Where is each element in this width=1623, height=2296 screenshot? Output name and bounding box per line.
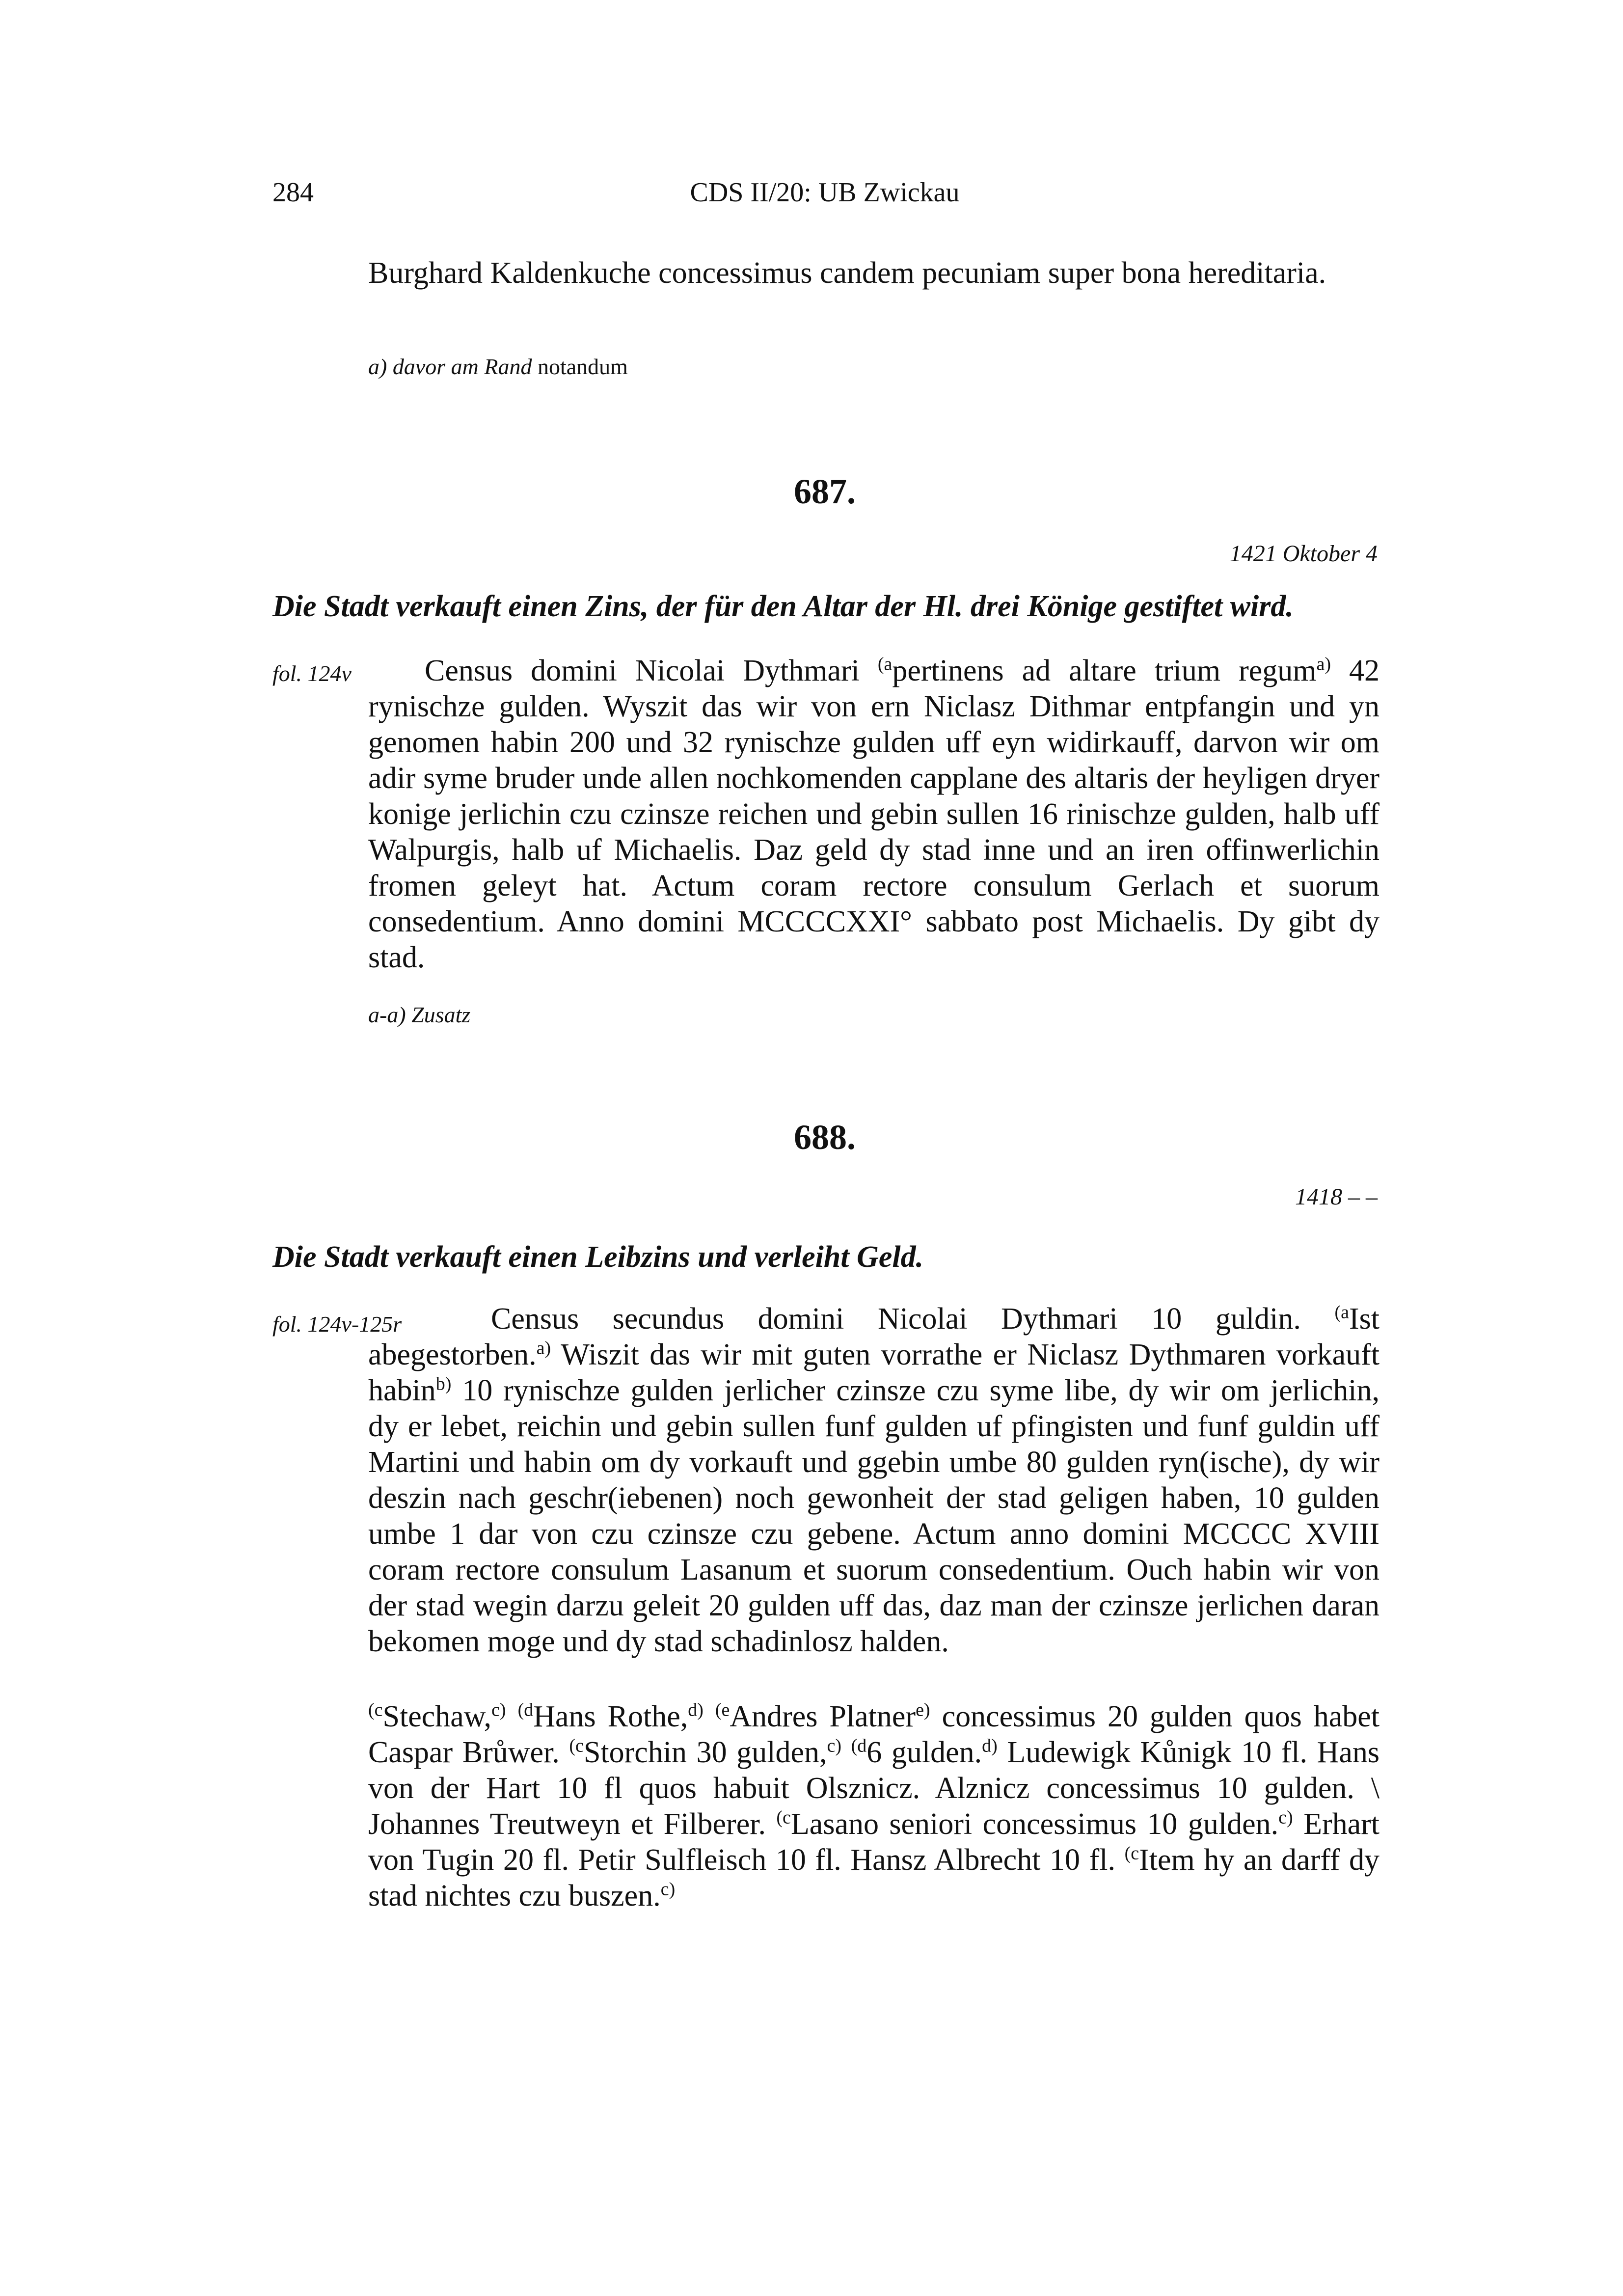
entry-number-687: 687.: [794, 472, 856, 511]
text-run: [703, 1700, 715, 1733]
footnote-marker: c): [827, 1735, 842, 1756]
footnote-marker: b): [435, 1373, 452, 1394]
previous-entry-text: Burghard Kaldenkuche concessimus candem pecuniam super bona hereditaria.: [368, 256, 1326, 290]
footnote-marker: c): [491, 1699, 506, 1721]
entry-688-lender-list: [368, 1699, 1380, 1914]
text-run: Andres Platner: [730, 1700, 916, 1733]
text-run: Storchin 30 gulden,: [583, 1736, 827, 1769]
footnote-marker: a): [536, 1338, 551, 1359]
footnote-marker: e): [916, 1699, 930, 1721]
text-run: Stechaw,: [382, 1700, 492, 1733]
footnote-marker: (c: [1124, 1843, 1139, 1864]
footnote-marker: a): [1316, 654, 1331, 675]
running-head: [272, 177, 1377, 216]
text-run: Item hy an darff dy stad nichtes czu buszen.: [368, 1843, 1380, 1913]
folio-688: fol. 124v-125r: [272, 1312, 402, 1337]
text-run: [506, 1700, 518, 1733]
entry-date-688: 1418 – –: [1295, 1184, 1378, 1210]
text-run: [841, 1736, 851, 1769]
folio-687: fol. 124v: [272, 661, 352, 686]
footnote-marker: d): [688, 1699, 703, 1721]
footnote-marker: (c: [368, 1699, 383, 1721]
footnote-text: notandum: [537, 354, 628, 379]
text-run: Erhart von Tugin 20 fl. Petir Sulfleisch 10 fl. Hansz Albrecht 10 fl.: [368, 1807, 1380, 1877]
entry-text-688: Census secundus domini Nicolai Dythmari 10 guldin. $^{(a}$Ist abegestorben.$^{a)}$ Wiszit das wir mit guten vorrathe er Niclasz Dythmaren vorkauft habin$^{b)}$ 10 rynischze gulden jerlicher czinsze czu syme libe, dy wir om jerlichin, dy er lebet, reichin und gebin sullen funf gulden uf pfingisten und funf guldin uff Martini und habin om dy vorkauft und ggebin umbe 80 gulden ryn(ische), dy wir deszin nach geschr(iebenen) noch gewonheit der stad geligen haben, 10 gulden umbe 1 dar von czu czinsze czu gebene. Actum anno domini MCCCC XVIII coram rectore consulum Lasanum et suorum consedentium. Ouch habin wir von der stad wegin darzu geleit 20 gulden uff das, daz man der czinsze jerlichen daran bekomen moge und dy stad schadinlosz halden.: [368, 1302, 1380, 1658]
text-run: Ludewigk Kůnigk 10 fl. Hans von der Hart 10 fl quos habuit Olsznicz. Alznicz concessimus 10 gulden. \ Johannes Treutweyn et Filberer.: [368, 1736, 1380, 1841]
footnote-marker: c): [1278, 1807, 1293, 1828]
regest-688: Die Stadt verkauft einen Leibzins und verleiht Geld.: [272, 1240, 924, 1274]
footnote-marker: (d: [517, 1699, 534, 1721]
running-title: CDS II/20: UB Zwickau: [690, 177, 960, 208]
entry-text-687: Census domini Nicolai Dythmari $^{(a}$pertinens ad altare trium regum$^{a)}$ 42 rynischze gulden. Wyszit das wir von ern Niclasz Dithmar entpfangin und yn genomen habin 200 und 32 rynischze gulden uff eyn widirkauff, darvon wir om adir syme bruder unde allen nochkomenden capplane des altaris der heyligen dryer konige jerlichin czu czinsze reichen und gebin sullen 16 rinischze gulden, halb uff Walpurgis, halb uf Michaelis. Daz geld dy stad inne und an iren offinwerlichin fromen geleyt hat. Actum coram rectore consulum Gerlach et suorum consedentium. Anno domini MCCCCXXI° sabbato post Michaelis. Dy gibt dy stad.: [368, 654, 1380, 974]
footnote-marker: (d: [851, 1735, 867, 1756]
footnote-marker: (c: [776, 1807, 791, 1828]
footnote-marker: (a: [877, 654, 893, 675]
entry-number-688: 688.: [794, 1118, 856, 1157]
text-run: Hans Rothe,: [533, 1700, 688, 1733]
footnote-marker: c): [660, 1879, 676, 1900]
text-run: 6 gulden.: [866, 1736, 982, 1769]
text-run: Lasano seniori concessimus 10 gulden.: [790, 1807, 1279, 1841]
footnote-marker: (a: [1334, 1302, 1349, 1323]
entry-footnote-687: a-a) Zusatz: [368, 1002, 471, 1027]
text-run: concessimus 20 gulden quos habet Caspar Brůwer.: [368, 1700, 1380, 1769]
regest-687: Die Stadt verkauft einen Zins, der für den Altar der Hl. drei Könige gestiftet wird.: [272, 590, 1294, 623]
previous-entry-footnote: [368, 354, 628, 380]
footnote-label: a) davor am Rand: [368, 354, 532, 379]
entry-date-687: 1421 Oktober 4: [1229, 541, 1378, 567]
footnote-marker: (c: [569, 1735, 584, 1756]
footnote-marker: (e: [715, 1699, 730, 1721]
footnote-marker: d): [982, 1735, 998, 1756]
page-number: 284: [272, 177, 314, 208]
